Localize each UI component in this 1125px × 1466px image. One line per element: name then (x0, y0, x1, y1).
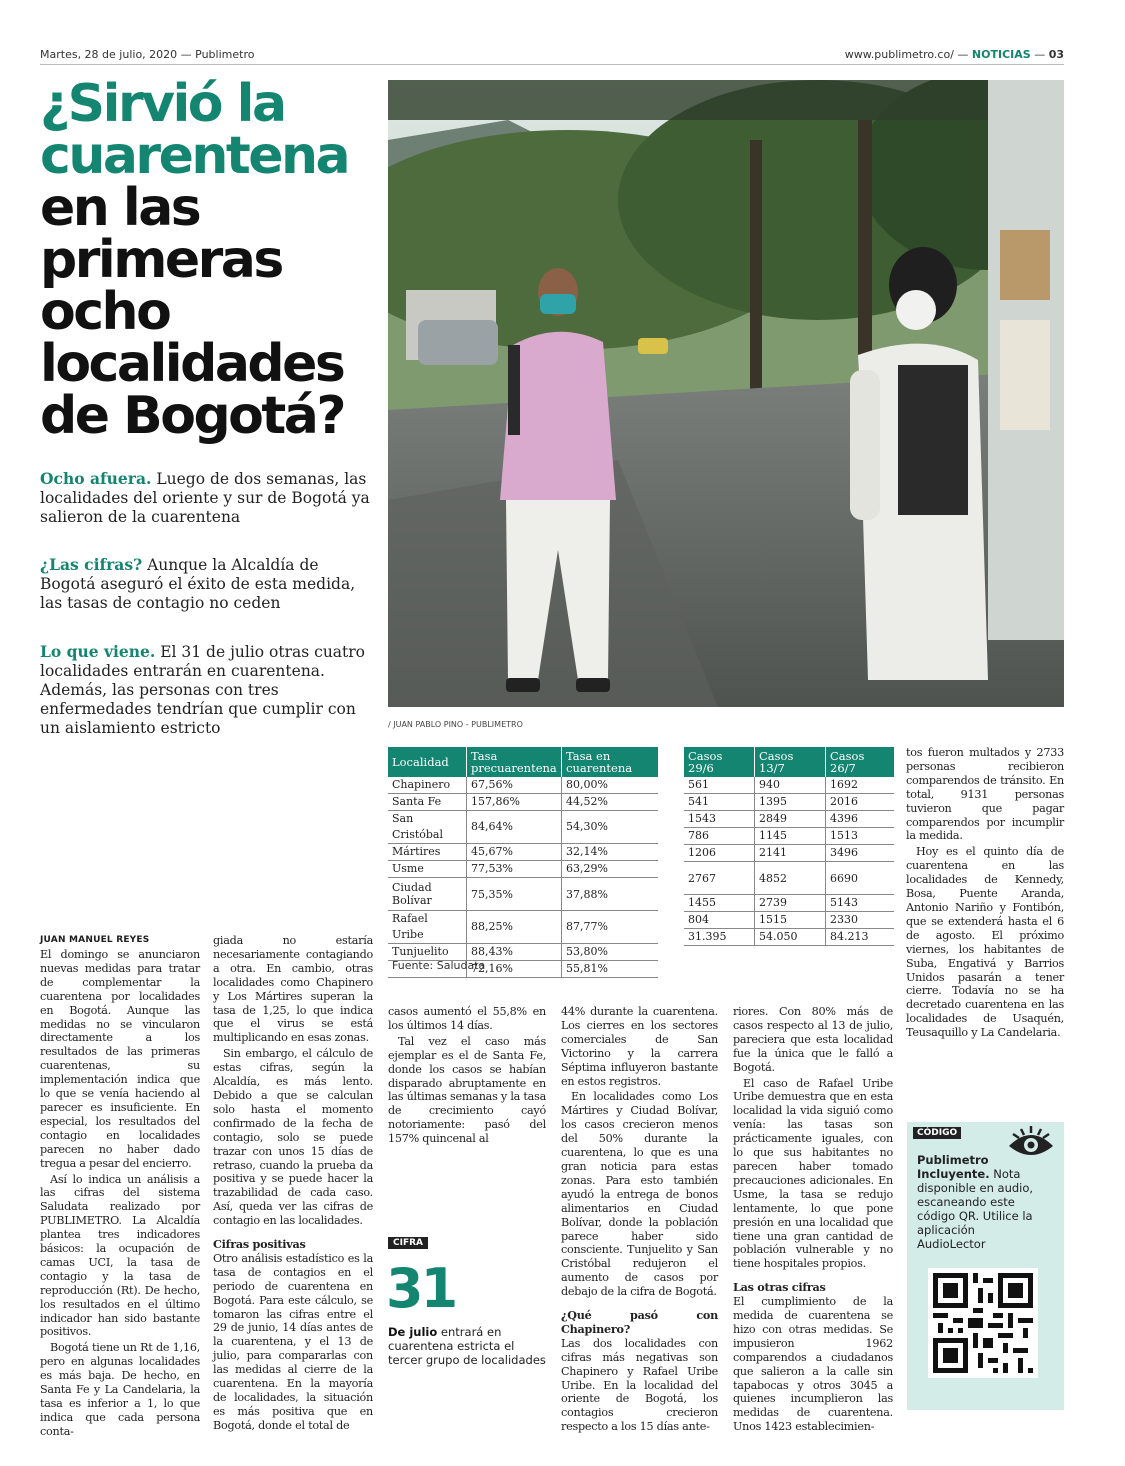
cell: Tunjuelito (388, 944, 467, 961)
table-row (388, 811, 658, 844)
cell: San Cristóbal (388, 811, 467, 844)
cifra-tag: CIFRA (388, 1237, 428, 1249)
table-header-row (684, 747, 894, 777)
cell: 1145 (755, 828, 826, 845)
table-casos (684, 747, 894, 946)
dek-2 (40, 555, 370, 613)
cell: 2141 (755, 845, 826, 862)
paragraph: Sin embargo, el cálculo de estas cifras, según la Alcaldía, es más lento. Debido a que se calculan solo hasta el momento confirmado de la fecha de contagio, solo se puede trazar con unos 15 días de retraso, cuando la prueba da positiva y se puede hacer la trazabilidad de cada caso. Así, queda ver las cifras de contagio en las localidades. (213, 1047, 373, 1228)
cell: 87,77% (562, 911, 659, 944)
cell: 561 (684, 777, 755, 794)
table-row (684, 912, 894, 929)
cell: 541 (684, 794, 755, 811)
cell: Ciudad Bolívar (388, 878, 467, 911)
cell: 55,81% (562, 961, 659, 978)
article-column-6 (906, 746, 1064, 1042)
cell: 1513 (826, 828, 895, 845)
article-column-2 (213, 934, 373, 1435)
cell: 1515 (755, 912, 826, 929)
cell: 54.050 (755, 929, 826, 946)
table-row (684, 845, 894, 862)
codigo-desc: Nota disponible en audio, escaneando este código QR. Utilice la aplicación AudioLector (917, 1167, 1034, 1251)
cell: 45,67% (467, 844, 562, 861)
article-column-5 (733, 1005, 893, 1436)
cell: 6690 (826, 862, 895, 895)
codigo-text (917, 1153, 1045, 1251)
header-rule (40, 64, 1064, 65)
dek-1 (40, 469, 370, 527)
cell: 4852 (755, 862, 826, 895)
paragraph: El cumplimiento de la medida de cuarentena se hizo con otras medidas. Se impusieron 1962 comparendos a ciudadanos que salieron a la calle sin tapabocas y otros 3045 a quienes incumplieron las medidas de cuarentena. Unos 1423 establecimien- (733, 1295, 893, 1434)
cell: 53,80% (562, 944, 659, 961)
paragraph: giada no estaría necesariamente contagiando a otra. En cambio, otras localidades como Chapinero y Los Mártires superan la tasa de 1,25, lo que indica que el virus se está multiplicando en esas zonas. (213, 934, 373, 1045)
headline-accent-2: cuarentena (40, 126, 349, 186)
col-header-casos-26-7: Casos 26/7 (826, 747, 895, 777)
paragraph: riores. Con 80% más de casos respecto al 13 de julio, pareciera que esta localidad fue la única que le falló a Bogotá. (733, 1005, 893, 1074)
cell: 75,35% (467, 878, 562, 911)
cell: 2330 (826, 912, 895, 929)
cell: 77,53% (467, 861, 562, 878)
cell: 32,14% (562, 844, 659, 861)
cifra-desc: entrará en cuarentena estricta el tercer grupo de localidades (388, 1325, 546, 1367)
cell: 44,52% (562, 794, 659, 811)
main-photo (388, 80, 1064, 707)
header-right (845, 48, 1064, 61)
paragraph: Las dos localidades con cifras más negativas son Chapinero y Rafael Uribe Uribe. En la localidad del oriente de Bogotá, los contagios crecieron respecto a los 15 días ante- (561, 1336, 718, 1434)
paragraph: Hoy es el quinto día de cuarentena en las localidades de Kennedy, Bosa, Puente Aranda, Antonio Nariño y Fontibón, que se extenderá hasta el 6 de agosto. El próximo viernes, los habitantes de Suba, Engativá y Barrios Unidos pasarán a tener cierre. Todavía no se ha decretado cuarentena en las localidades de Usaquén, Teusaquillo y La Candelaria. (906, 845, 1064, 1040)
cell: 67,56% (467, 777, 562, 794)
codigo-tag: CÓDIGO (913, 1127, 961, 1139)
table-row (388, 844, 658, 861)
paragraph: En localidades como Los Mártires y Ciudad Bolívar, los casos crecieron menos del 50% durante la cuarentena, lo que es una gran noticia para estas zonas. Para esto también ayudó la entrega de bonos alimentarios en Ciudad Bolívar, donde la población parece haber sido consciente. Tunjuelito y San Cristóbal redujeron el aumento de casos por debajo de la cifra de Bogotá. (561, 1090, 718, 1299)
table-header-row (388, 747, 658, 777)
byline: JUAN MANUEL REYES (40, 935, 150, 945)
paragraph: Otro análisis estadístico es la tasa de contagios en el periodo de cuarentena en Bogotá. Para este cálculo, se tomaron las cifras entre el 29 de junio, 14 días antes de la cuarentena, y el 13 de julio, para compararlas con las medidas al cierre de la cuarentena. En la mayoría de localidades, la situación es más positiva que en Bogotá, donde el total de (213, 1251, 373, 1432)
paragraph: El domingo se anunciaron nuevas medidas para tratar de complementar la cuarentena por localidades en Bogotá. Aunque las medidas no se vincularon directamente a los resultados de las primeras cuarentenas, su implementación indica que lo que se venía haciendo al parecer es insuficiente. En especial, los resultados del contagio en localidades parecen no haber dado tregua a pesar del encierro. (40, 948, 200, 1170)
cifra-number: 31 (386, 1257, 456, 1320)
cell: Santa Fe (388, 794, 467, 811)
cell: 72,16% (467, 961, 562, 978)
dek-3-text: El 31 de julio otras cuatro localidades entrarán en cuarentena. Además, las personas con tres enfermedades tendrían que cumplir con un aislamiento estricto (40, 643, 366, 737)
header-date: Martes, 28 de julio, 2020 — Publimetro (40, 48, 255, 61)
cell: 63,29% (562, 861, 659, 878)
header-url: www.publimetro.co/ — (844, 48, 969, 61)
cell: 786 (684, 828, 755, 845)
dek-1-lead: Ocho afuera. (40, 469, 152, 488)
cell: 3496 (826, 845, 895, 862)
cell: 84,64% (467, 811, 562, 844)
table-row (388, 861, 658, 878)
dek-1-text: Luego de dos semanas, las localidades del oriente y sur de Bogotá ya salieron de la cuarentena (40, 470, 370, 526)
table-row (388, 911, 658, 944)
col-header-casos-13-7: Casos 13/7 (755, 747, 826, 777)
article-column-1 (40, 948, 200, 1441)
table-row (388, 944, 658, 961)
table-row (684, 811, 894, 828)
dek-3 (40, 642, 370, 738)
table-row (684, 862, 894, 895)
subheading-cifras-positivas: Cifras positivas (213, 1237, 306, 1252)
subheading-otras-cifras: Las otras cifras (733, 1280, 826, 1295)
paragraph: Bogotá tiene un Rt de 1,16, pero en algunas localidades es más baja. De hecho, en Santa Fe y La Candelaria, la tasa es inferior a 1, lo que indica que cada persona conta- (40, 1341, 200, 1438)
cell: 804 (684, 912, 755, 929)
table-row (684, 828, 894, 845)
cell: 5143 (826, 895, 895, 912)
cell: 2767 (684, 862, 755, 895)
subheading-chapinero: ¿Qué pasó con Chapinero? (561, 1308, 718, 1336)
cell: 37,88% (562, 878, 659, 911)
cell: 157,86% (467, 794, 562, 811)
cell: 2849 (755, 811, 826, 828)
photo-credit: / JUAN PABLO PINO - PUBLIMETRO (388, 720, 523, 729)
cell: 940 (755, 777, 826, 794)
col-header-precuarentena: Tasa precuarentena (467, 747, 562, 777)
table-source: Fuente: Saludata (392, 959, 486, 972)
cell: 1206 (684, 845, 755, 862)
dek-2-lead: ¿Las cifras? (40, 555, 143, 574)
table-localidades (388, 747, 658, 978)
paragraph: El caso de Rafael Uribe Uribe demuestra que en esta localidad la vida siguió como venía: las tasas son prácticamente iguales, con lo que sus habitantes no parecen haber tomado precauciones adicionales. En Usme, la tasa se redujo lentamente, lo que pone presión en una localidad que tiene una gran cantidad de población vulnerable y no tiene hospitales propios. (733, 1076, 893, 1271)
cell: 1692 (826, 777, 895, 794)
qr-code[interactable] (928, 1268, 1038, 1378)
cell: Rafael Uribe (388, 911, 467, 944)
col-header-casos-29-6: Casos 29/6 (684, 747, 755, 777)
headline-accent-1: ¿Sirvió la (40, 74, 285, 134)
table-row (684, 794, 894, 811)
cell: 2016 (826, 794, 895, 811)
table-row (684, 777, 894, 794)
cell: 88,25% (467, 911, 562, 944)
headline-rest: en las primeras ocho localidades de Bogotá? (40, 178, 345, 446)
cell: 80,00% (562, 777, 659, 794)
table-row (684, 895, 894, 912)
paragraph: Tal vez el caso más ejemplar es el de Santa Fe, donde los casos se habían disparado abruptamente en las últimas semanas y la tasa de crecimiento cayó notoriamente: pasó del 157% quincenal al (388, 1034, 546, 1146)
article-column-3 (388, 1005, 546, 1148)
col-header-localidad: Localidad (388, 747, 467, 777)
table-row-total (684, 929, 894, 946)
paragraph: tos fueron multados y 2733 personas recibieron comparendos de tránsito. En total, 9131 personas tuvieron que pagar comparendos por incumplir la medida. (906, 746, 1064, 843)
paragraph: Así lo indica un análisis a las cifras del sistema Saludata realizado por PUBLIMETRO. La Alcaldía plantea tres indicadores básicos: la ocupación de camas UCI, la tasa de contagio y la tasa de reproducción (Rt). De hecho, los resultados en el último indicador han sido bastante positivos. (40, 1172, 200, 1339)
table-row (388, 794, 658, 811)
cell: 2739 (755, 895, 826, 912)
paragraph: casos aumentó el 55,8% en los últimos 14 días. (388, 1005, 546, 1032)
article-column-4 (561, 1005, 718, 1436)
col-header-cuarentena: Tasa en cuarentena (562, 747, 659, 777)
cell: Usme (388, 861, 467, 878)
cifra-text (388, 1325, 548, 1367)
cell: 4396 (826, 811, 895, 828)
cell: 1543 (684, 811, 755, 828)
cell: Chapinero (388, 777, 467, 794)
dek-3-lead: Lo que viene. (40, 642, 156, 661)
codigo-bold: Publimetro Incluyente. (917, 1153, 990, 1181)
cell: Mártires (388, 844, 467, 861)
headline (40, 74, 385, 446)
table-row (388, 777, 658, 794)
cell: 88,43% (467, 944, 562, 961)
paragraph: 44% durante la cuarentena. Los cierres en los sectores comerciales de San Victorino y la carrera Séptima influyeron bastante en estos registros. (561, 1005, 718, 1088)
cell: 1395 (755, 794, 826, 811)
cifra-bold: De julio (388, 1325, 438, 1339)
table-row (388, 878, 658, 911)
header-page: 03 (1048, 48, 1064, 61)
cell: 1455 (684, 895, 755, 912)
cell: 31.395 (684, 929, 755, 946)
cell: 54,30% (562, 811, 659, 844)
header-sep: — (1034, 48, 1046, 61)
cell: 84.213 (826, 929, 895, 946)
dek-2-text: Aunque la Alcaldía de Bogotá aseguró el éxito de esta medida, las tasas de contagio no ceden (40, 556, 356, 612)
photo-illustration (388, 80, 1064, 707)
header-section: NOTICIAS (971, 48, 1031, 61)
